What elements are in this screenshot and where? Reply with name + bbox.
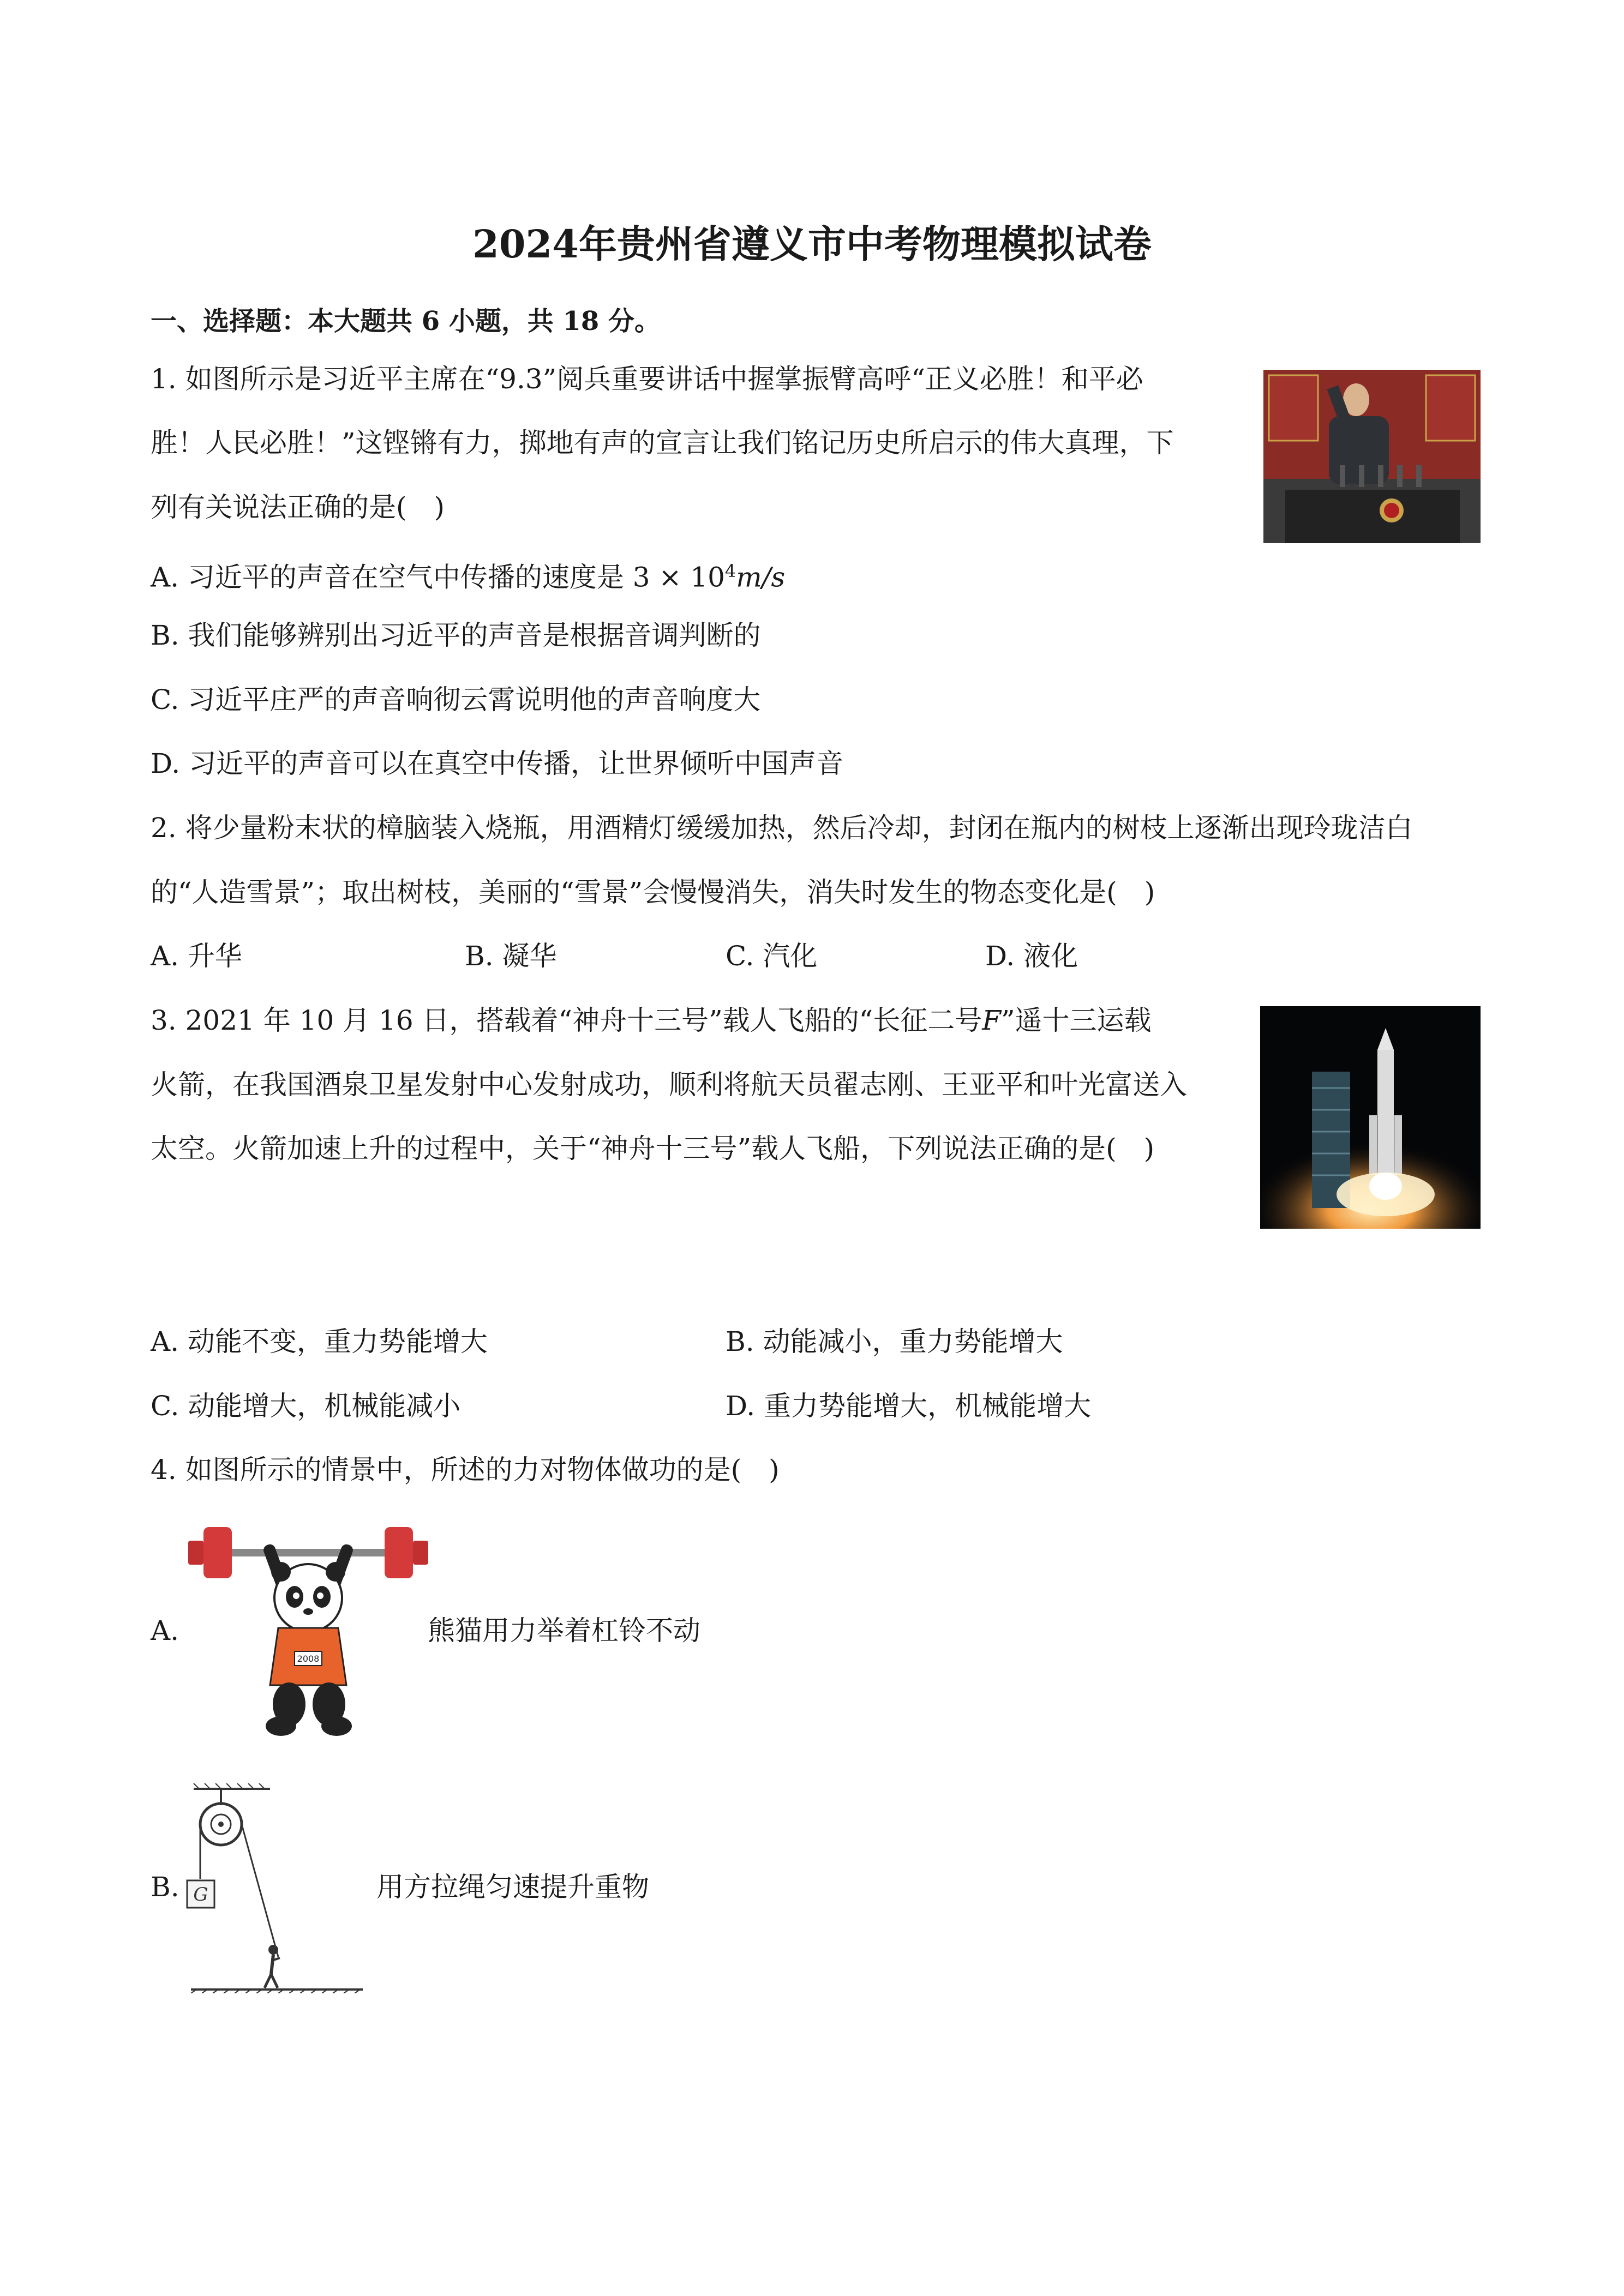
q1-option-d: D. 习近平的声音可以在真空中传播，让世界倾听中国声音 [151,748,844,779]
q3-option-a: A. 动能不变，重力势能增大 [151,1326,488,1357]
q4-option-a-text: 熊猫用力举着杠铃不动 [428,1615,700,1646]
q3-line-1-variable: F [982,1005,1001,1036]
speech-photo [1263,370,1481,543]
q3-option-c: C. 动能增大，机械能减小 [151,1390,461,1422]
rocket-launch-illustration [1260,1006,1481,1229]
q1-option-a-text: A. 习近平的声音在空气中传播的速度是 3 × 10 [151,561,725,593]
q2-line-2: 的“人造雪景”；取出树枝，美丽的“雪景”会慢慢消失，消失时发生的物态变化是( ) [151,876,1155,908]
q2-option-c: C. 汽化 [726,940,818,972]
speech-photo-illustration [1263,370,1481,543]
rocket-launch-photo [1260,1006,1481,1229]
weight-label: G [193,1884,208,1906]
q3-line-1 [151,1004,1152,1037]
q1-line-3: 列有关说法正确的是( ) [151,491,445,523]
panda-weightlifter-figure [188,1522,428,1740]
q1-option-b: B. 我们能够辨别出习近平的声音是根据音调判断的 [151,620,761,651]
q4-option-b-text: 用方拉绳匀速提升重物 [376,1871,649,1903]
pulley-illustration [183,1783,371,1993]
pulley-figure [183,1783,371,1993]
q3-line-2: 火箭，在我国酒泉卫星发射中心发射成功，顺利将航天员翟志刚、王亚平和叶光富送入 [151,1069,1187,1101]
q3-option-d: D. 重力势能增大，机械能增大 [726,1390,1092,1422]
q1-option-c: C. 习近平庄严的声音响彻云霄说明他的声音响度大 [151,684,761,716]
panda-shirt-number: 2008 [297,1654,320,1664]
section-heading: 一、选择题：本大题共 6 小题，共 18 分。 [151,306,661,336]
q2-option-b: B. 凝华 [465,940,557,972]
q3-line-1-tail: ”遥十三运载 [1000,1005,1152,1036]
panda-weightlifter-illustration [188,1522,428,1740]
q3-line-1-text: 3. 2021 年 10 月 16 日，搭载着“神舟十三号”载人飞船的“长征二号 [151,1005,982,1036]
q1-option-a-exponent: 4 [724,561,736,581]
q3-line-3: 太空。火箭加速上升的过程中，关于“神舟十三号”载人飞船，下列说法正确的是( ) [151,1133,1155,1164]
q1-line-1: 1. 如图所示是习近平主席在“9.3”阅兵重要讲话中握掌振臂高呼“正义必胜！和平必 [151,363,1143,395]
q2-option-d: D. 液化 [985,940,1078,972]
q2-line-1: 2. 将少量粉末状的樟脑装入烧瓶，用酒精灯缓缓加热，然后冷却，封闭在瓶内的树枝上逐渐出现玲珑洁白 [151,812,1413,844]
q2-option-a: A. 升华 [151,940,242,972]
q4-option-b-label: B. [151,1871,179,1903]
q1-line-2: 胜！人民必胜！”这铿锵有力，掷地有声的宣言让我们铭记历史所启示的伟大真理，下 [151,427,1174,459]
q3-option-b: B. 动能减小，重力势能增大 [726,1326,1063,1357]
q4-option-a-label: A. [151,1615,179,1646]
q4-stem: 4. 如图所示的情景中，所述的力对物体做功的是( ) [151,1454,780,1486]
page-title: 2024年贵州省遵义市中考物理模拟试卷 [472,221,1152,267]
q1-option-a [151,555,785,594]
q1-option-a-unit: m/s [736,561,786,593]
